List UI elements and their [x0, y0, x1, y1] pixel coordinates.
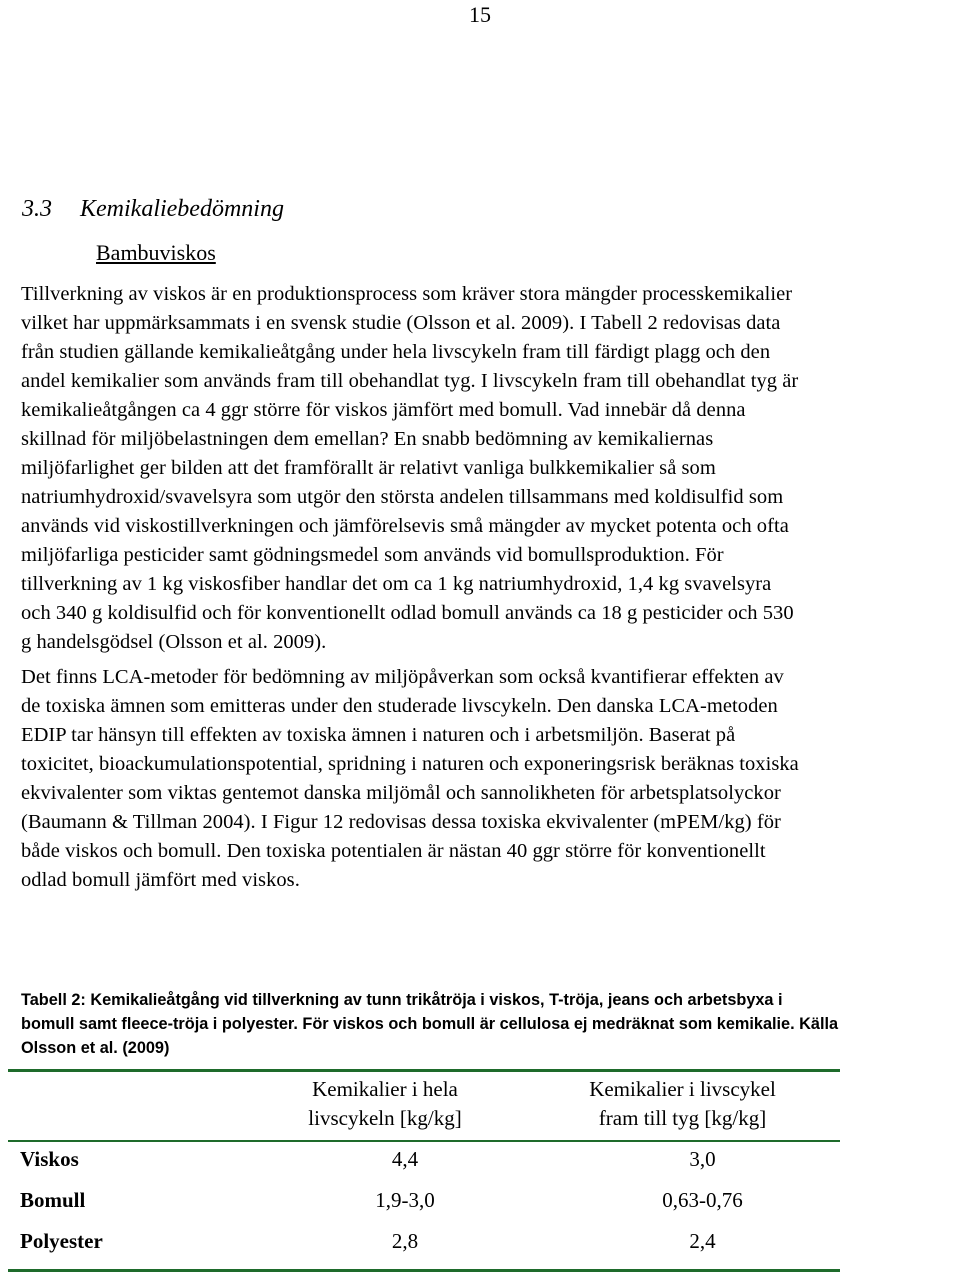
paragraph-line: natriumhydroxid/svavelsyra som utgör den största andelen tillsammans med koldisulfid som [21, 486, 784, 508]
section-title: Kemikaliebedömning [80, 196, 284, 222]
paragraph-line: miljöfarlighet ger bilden att det framförallt är relativt vanliga bulkkemikalier så som [21, 457, 716, 479]
cell-whole: 2,8 [391, 1229, 419, 1253]
header-line: Kemikalier i hela [312, 1077, 458, 1101]
cell-whole: 4,4 [391, 1147, 419, 1171]
paragraph-line: toxicitet, bioackumulationspotential, spridning i naturen och exponeringsrisk beräknas toxiska [21, 753, 799, 775]
header-line: fram till tyg [kg/kg] [598, 1106, 767, 1130]
caption-line: Tabell 2: Kemikalieåtgång vid tillverkning av tunn trikåtröja i viskos, T-tröja, jeans och arbetsbyxa i [21, 991, 783, 1009]
header-line: livscykeln [kg/kg] [308, 1106, 462, 1130]
subheading: Bambuviskos [96, 240, 216, 265]
paragraph-line: både viskos och bomull. Den toxiska potentialen är nästan 40 ggr större för konventionellt [21, 840, 766, 862]
paragraph-line: Det finns LCA-metoder för bedömning av miljöpåverkan som också kvantifierar effekten av [21, 666, 784, 688]
column-header-whole-lifecycle [270, 1075, 500, 1133]
paragraph-line: kemikalieåtgången ca 4 ggr större för viskos jämfört med bomull. Vad innebär då denna [21, 399, 746, 421]
paragraph-line: de toxiska ämnen som emitteras under den studerade livscykeln. Den danska LCA-metoden [21, 695, 778, 717]
row-name: Polyester [20, 1229, 103, 1253]
cell-fabric: 0,63-0,76 [662, 1188, 743, 1212]
paragraph-line: från studien gällande kemikalieåtgång under hela livscykeln fram till färdigt plagg och den [21, 341, 771, 363]
paragraph-1 [21, 280, 960, 657]
row-name: Bomull [20, 1188, 86, 1212]
section-number: 3.3 [22, 196, 52, 222]
paragraph-line: ekvivalenter som viktas gentemot danska miljömål och sannolikheten för arbetsplatsolyckor [21, 782, 781, 804]
table-bottom-rule [8, 1269, 840, 1272]
caption-line: Olsson et al. (2009) [21, 1039, 170, 1057]
cell-fabric: 2,4 [689, 1229, 716, 1253]
table-header-rule [8, 1140, 840, 1142]
table-top-rule [8, 1069, 840, 1072]
page-number: 15 [469, 2, 491, 27]
paragraph-line: och 340 g koldisulfid och för konventionellt odlad bomull används ca 18 g pesticider och 530 [21, 602, 794, 624]
caption-line: bomull samt fleece-tröja i polyester. För viskos och bomull är cellulosa ej medräknat som kemikalie. Källa [21, 1015, 839, 1033]
paragraph-line: andel kemikalier som används fram till obehandlat tyg. I livscykeln fram till obehandlat tyg är [21, 370, 799, 392]
table-row [20, 1147, 840, 1183]
paragraph-line: EDIP tar hänsyn till effekten av toxiska ämnen i naturen och i arbetsmiljön. Baserat på [21, 724, 736, 746]
paragraph-line: används vid viskostillverkningen och jämförelsevis små mängder av mycket potenta och ofta [21, 515, 789, 537]
cell-fabric: 3,0 [689, 1147, 716, 1171]
paragraph-line: odlad bomull jämfört med viskos. [21, 869, 300, 891]
paragraph-line: (Baumann & Tillman 2004). I Figur 12 redovisas dessa toxiska ekvivalenter (mPEM/kg) för [21, 811, 781, 833]
cell-whole: 1,9-3,0 [375, 1188, 435, 1212]
paragraph-line: Tillverkning av viskos är en produktionsprocess som kräver stora mängder processkemikalier [21, 283, 793, 305]
table-row [20, 1229, 840, 1265]
paragraph-line: tillverkning av 1 kg viskosfiber handlar det om ca 1 kg natriumhydroxid, 1,4 kg svavelsyra [21, 573, 772, 595]
column-header-to-fabric [555, 1075, 810, 1133]
row-name: Viskos [20, 1147, 79, 1171]
paragraph-line: g handelsgödsel (Olsson et al. 2009). [21, 631, 327, 653]
paragraph-2 [21, 663, 960, 895]
table-row [20, 1188, 840, 1224]
paragraph-line: skillnad för miljöbelastningen dem emellan? En snabb bedömning av kemikaliernas [21, 428, 714, 450]
paragraph-line: miljöfarliga pesticider samt gödningsmedel som används vid bomullsproduktion. För [21, 544, 724, 566]
table-caption [21, 988, 960, 1060]
paragraph-line: vilket har uppmärksammats i en svensk studie (Olsson et al. 2009). I Tabell 2 redovisas data [21, 312, 781, 334]
section-heading [22, 196, 284, 223]
header-line: Kemikalier i livscykel [589, 1077, 776, 1101]
